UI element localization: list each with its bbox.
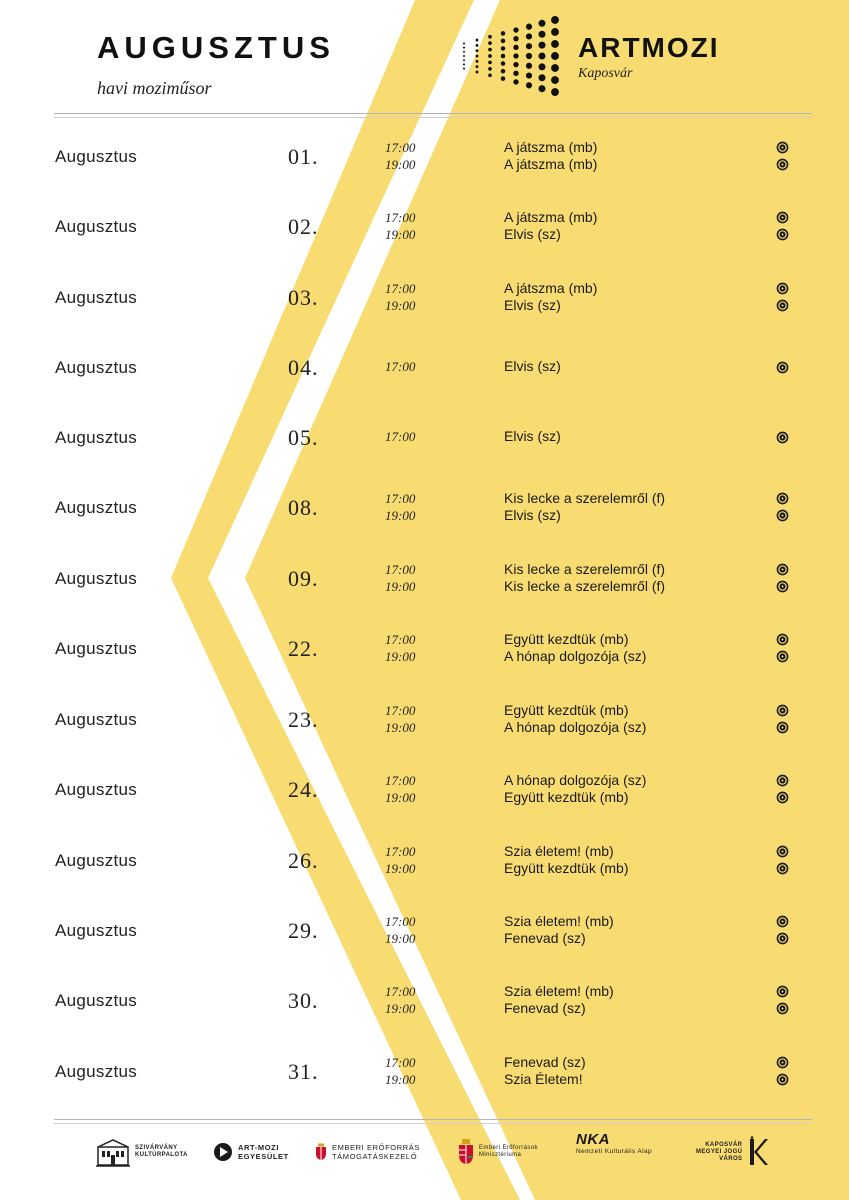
logo-text: KAPOSVÁR <box>705 1141 743 1148</box>
row-icons <box>776 772 789 806</box>
film-title: Szia életem! (mb) <box>504 983 614 999</box>
show-time: 19:00 <box>385 790 416 805</box>
row-icons <box>776 702 789 736</box>
row-films <box>504 139 597 173</box>
film-reel-icon <box>776 1073 789 1086</box>
row-month: Augusztus <box>55 428 138 447</box>
logo-szivarvany <box>96 1132 188 1172</box>
show-time: 19:00 <box>385 861 416 876</box>
brand-dot <box>488 48 492 52</box>
row-films <box>504 631 646 665</box>
brand-dot <box>551 52 559 60</box>
logo-emmi <box>458 1132 538 1172</box>
film-reel-icon <box>776 721 789 734</box>
row-films <box>504 280 597 314</box>
show-time: 17:00 <box>385 429 416 444</box>
row-times <box>385 358 415 375</box>
k-emblem-icon <box>747 1136 769 1168</box>
film-title: Szia Életem! <box>504 1071 583 1087</box>
row-month: Augusztus <box>55 921 138 940</box>
film-title: Szia életem! (mb) <box>504 913 614 929</box>
film-reel-icon <box>776 431 789 444</box>
show-time: 19:00 <box>385 157 416 172</box>
brand-dot <box>513 45 518 50</box>
show-time: 19:00 <box>385 227 416 242</box>
brand-dot <box>526 63 532 69</box>
logo-text: NKA <box>576 1131 610 1148</box>
row-times <box>385 772 415 806</box>
show-time: 19:00 <box>385 1072 416 1087</box>
film-reel-icon <box>776 704 789 717</box>
row-icons <box>776 490 789 524</box>
schedule-row <box>0 702 849 780</box>
brand-dot <box>501 61 506 66</box>
film-title: Együtt kezdtük (mb) <box>504 860 629 876</box>
brand-dot <box>488 41 492 45</box>
brand-dot <box>476 39 479 42</box>
logo-text: Emberi Erőforrások <box>479 1145 538 1151</box>
brand-dot <box>463 68 465 70</box>
row-month: Augusztus <box>55 217 138 236</box>
film-title: Fenevad (sz) <box>504 1054 586 1070</box>
show-time: 19:00 <box>385 931 416 946</box>
row-day: 24. <box>288 777 319 802</box>
brand-dot <box>476 65 479 68</box>
row-month: Augusztus <box>55 780 138 799</box>
brand-dot <box>501 39 506 44</box>
brand-dot <box>513 71 518 76</box>
row-day: 31. <box>288 1059 319 1084</box>
schedule-row <box>0 490 849 568</box>
show-time: 17:00 <box>385 984 416 999</box>
brand-dot <box>501 54 506 59</box>
row-times <box>385 913 415 947</box>
schedule-row <box>0 772 849 850</box>
row-day: 04. <box>288 355 319 380</box>
film-title: A játszma (mb) <box>504 139 598 155</box>
brand-dot <box>513 62 518 67</box>
row-icons <box>776 139 789 173</box>
brand-dot <box>551 88 559 96</box>
row-day: 05. <box>288 425 319 450</box>
show-time: 17:00 <box>385 210 416 225</box>
film-title: A hónap dolgozója (sz) <box>504 772 647 788</box>
row-icons <box>776 843 789 877</box>
show-time: 17:00 <box>385 914 416 929</box>
brand-dot <box>551 40 559 48</box>
row-times <box>385 631 415 665</box>
film-title: Kis lecke a szerelemről (f) <box>504 578 666 594</box>
footer-logos <box>0 1132 849 1172</box>
brand-dot <box>501 46 506 51</box>
logo-text: VÁROS <box>719 1155 743 1162</box>
film-title: Fenevad (sz) <box>504 930 586 946</box>
show-time: 19:00 <box>385 298 416 313</box>
film-reel-icon <box>776 845 789 858</box>
brand-dot <box>501 31 506 36</box>
show-time: 17:00 <box>385 140 416 155</box>
schedule-row <box>0 425 849 498</box>
show-time: 17:00 <box>385 703 416 718</box>
film-title: Kis lecke a szerelemről (f) <box>504 490 666 506</box>
row-times <box>385 428 415 445</box>
row-month: Augusztus <box>55 639 138 658</box>
schedule-row <box>0 983 849 1061</box>
brand-dot <box>488 35 492 39</box>
brand-dot <box>488 73 492 77</box>
row-month: Augusztus <box>55 288 138 307</box>
schedule-row <box>0 139 849 217</box>
row-times <box>385 139 415 173</box>
row-times <box>385 209 415 243</box>
play-circle-icon <box>213 1142 233 1162</box>
film-reel-icon <box>776 282 789 295</box>
show-time: 17:00 <box>385 562 416 577</box>
row-films <box>504 1054 586 1088</box>
row-month: Augusztus <box>55 498 138 517</box>
logo-nka <box>576 1132 652 1172</box>
show-time: 17:00 <box>385 632 416 647</box>
film-reel-icon <box>776 509 789 522</box>
film-title: Elvis (sz) <box>504 507 561 523</box>
brand-dot <box>463 47 465 49</box>
film-reel-icon <box>776 580 789 593</box>
row-day: 09. <box>288 566 319 591</box>
brand-dot <box>463 63 465 65</box>
row-times <box>385 280 415 314</box>
brand-dot <box>551 28 559 36</box>
film-reel-icon <box>776 158 789 171</box>
film-title: Kis lecke a szerelemről (f) <box>504 561 666 577</box>
film-title: Szia életem! (mb) <box>504 843 614 859</box>
row-day: 29. <box>288 918 319 943</box>
film-title: Együtt kezdtük (mb) <box>504 631 629 647</box>
film-reel-icon <box>776 932 789 945</box>
show-time: 19:00 <box>385 1001 416 1016</box>
brand-dot <box>538 52 545 59</box>
film-reel-icon <box>776 791 789 804</box>
row-icons <box>776 280 789 314</box>
logo-text: EMBERI ERŐFORRÁS <box>332 1143 420 1152</box>
film-reel-icon <box>776 862 789 875</box>
brand-name: ARTMOZI <box>578 32 720 63</box>
header-rule-secondary <box>54 117 812 118</box>
coat-of-arms-icon <box>315 1143 327 1161</box>
row-day: 30. <box>288 988 319 1013</box>
film-title: A hónap dolgozója (sz) <box>504 648 647 664</box>
film-reel-icon <box>776 141 789 154</box>
film-reel-icon <box>776 1002 789 1015</box>
schedule-row <box>0 280 849 358</box>
header-rule <box>54 113 812 114</box>
brand-dot <box>526 72 532 78</box>
film-reel-icon <box>776 774 789 787</box>
film-reel-icon <box>776 1056 789 1069</box>
film-reel-icon <box>776 633 789 646</box>
row-day: 23. <box>288 707 319 732</box>
row-times <box>385 490 415 524</box>
row-day: 03. <box>288 285 319 310</box>
row-icons <box>776 913 789 947</box>
film-title: Elvis (sz) <box>504 428 561 444</box>
show-time: 17:00 <box>385 281 416 296</box>
brand-dot <box>513 79 518 84</box>
row-month: Augusztus <box>55 710 138 729</box>
row-films <box>504 983 614 1017</box>
logo-text: EGYESÜLET <box>238 1152 289 1161</box>
brand-dot <box>513 27 518 32</box>
brand-dot <box>551 64 559 72</box>
logo-kaposvar <box>696 1132 769 1172</box>
row-films <box>504 490 665 524</box>
brand-dot <box>526 24 532 30</box>
brand-dot <box>463 55 465 57</box>
brand-dot <box>463 42 465 44</box>
film-reel-icon <box>776 650 789 663</box>
brand-dot <box>476 60 479 63</box>
brand-dot <box>538 63 545 70</box>
row-films <box>504 913 614 947</box>
schedule-row <box>0 631 849 709</box>
row-films <box>504 772 646 806</box>
film-reel-icon <box>776 228 789 241</box>
film-title: A hónap dolgozója (sz) <box>504 719 647 735</box>
row-times <box>385 983 415 1017</box>
film-reel-icon <box>776 211 789 224</box>
row-icons <box>776 983 789 1017</box>
show-time: 19:00 <box>385 579 416 594</box>
row-films <box>504 358 561 375</box>
show-time: 17:00 <box>385 1055 416 1070</box>
row-month: Augusztus <box>55 147 138 166</box>
brand-dot <box>476 49 479 52</box>
brand-dot <box>501 76 506 81</box>
show-time: 17:00 <box>385 773 416 788</box>
brand-city: Kaposvár <box>578 66 633 81</box>
film-title: A játszma (mb) <box>504 280 598 296</box>
logo-text: SZIVÁRVÁNY <box>135 1145 178 1151</box>
row-icons <box>776 209 789 243</box>
schedule-row <box>0 1054 849 1132</box>
logo-text: KULTÚRPALOTA <box>135 1152 188 1158</box>
schedule-row <box>0 843 849 921</box>
show-time: 17:00 <box>385 844 416 859</box>
film-reel-icon <box>776 563 789 576</box>
dot-fan-icon <box>460 14 560 104</box>
film-title: Elvis (sz) <box>504 226 561 242</box>
film-reel-icon <box>776 915 789 928</box>
brand-dot <box>501 69 506 74</box>
brand-dot <box>526 43 532 49</box>
row-films <box>504 428 561 445</box>
row-day: 01. <box>288 144 319 169</box>
brand-dot <box>476 55 479 58</box>
brand-dot <box>476 71 479 74</box>
brand-dot <box>551 76 559 84</box>
row-day: 08. <box>288 495 319 520</box>
film-title: A játszma (mb) <box>504 156 598 172</box>
show-time: 19:00 <box>385 508 416 523</box>
brand-dot <box>513 36 518 41</box>
footer-rule <box>54 1119 812 1120</box>
film-reel-icon <box>776 985 789 998</box>
show-time: 17:00 <box>385 491 416 506</box>
row-month: Augusztus <box>55 851 138 870</box>
show-time: 19:00 <box>385 649 416 664</box>
page-title: AUGUSZTUS <box>97 30 335 65</box>
film-title: Fenevad (sz) <box>504 1000 586 1016</box>
row-films <box>504 561 665 595</box>
brand-dot <box>538 42 545 49</box>
row-icons <box>776 1054 789 1088</box>
brand-dot <box>488 54 492 58</box>
brand-dot <box>476 44 479 47</box>
schedule-row <box>0 209 849 287</box>
logo-text: Minisztériuma <box>479 1152 522 1158</box>
film-title: Elvis (sz) <box>504 297 561 313</box>
brand-dot <box>538 31 545 38</box>
brand-dot <box>513 53 518 58</box>
film-reel-icon <box>776 492 789 505</box>
footer-rule-secondary <box>54 1123 812 1124</box>
page-subtitle: havi moziműsor <box>97 78 212 98</box>
film-title: Együtt kezdtük (mb) <box>504 702 629 718</box>
film-reel-icon <box>776 299 789 312</box>
row-films <box>504 843 629 877</box>
row-icons <box>776 359 789 376</box>
schedule-row <box>0 913 849 991</box>
brand-dot <box>551 16 559 24</box>
row-films <box>504 702 646 736</box>
brand-dot <box>526 53 532 59</box>
logo-text: ART-MOZI <box>238 1143 280 1152</box>
row-icons <box>776 429 789 446</box>
row-month: Augusztus <box>55 358 138 377</box>
row-month: Augusztus <box>55 1062 138 1081</box>
row-month: Augusztus <box>55 569 138 588</box>
logo-text: MEGYEI JOGÚ <box>696 1148 743 1155</box>
logo-art-mozi <box>213 1132 289 1172</box>
row-times <box>385 843 415 877</box>
row-month: Augusztus <box>55 991 138 1010</box>
brand-dot <box>538 85 545 92</box>
film-title: A játszma (mb) <box>504 209 598 225</box>
brand-dot <box>463 51 465 53</box>
logo-emet <box>315 1132 420 1172</box>
row-times <box>385 702 415 736</box>
film-title: Együtt kezdtük (mb) <box>504 789 629 805</box>
film-title: Elvis (sz) <box>504 358 561 374</box>
row-times <box>385 561 415 595</box>
film-reel-icon <box>776 361 789 374</box>
row-icons <box>776 631 789 665</box>
logo-text: Nemzeti Kulturális Alap <box>576 1148 653 1155</box>
row-icons <box>776 561 789 595</box>
row-times <box>385 1054 415 1088</box>
brand-dot <box>538 74 545 81</box>
row-day: 26. <box>288 848 319 873</box>
building-icon <box>96 1137 130 1167</box>
brand-dot <box>526 33 532 39</box>
show-time: 17:00 <box>385 359 416 374</box>
logo-text: TÁMOGATÁSKEZELŐ <box>332 1152 418 1161</box>
schedule-row <box>0 561 849 639</box>
row-day: 02. <box>288 214 319 239</box>
brand-dot <box>463 59 465 61</box>
coat-of-arms-icon <box>458 1139 474 1165</box>
row-films <box>504 209 597 243</box>
brand-dot <box>526 82 532 88</box>
brand-dot <box>538 20 545 27</box>
brand-dot <box>488 61 492 65</box>
schedule-row <box>0 355 849 428</box>
row-day: 22. <box>288 636 319 661</box>
show-time: 19:00 <box>385 720 416 735</box>
brand-dot <box>488 67 492 71</box>
